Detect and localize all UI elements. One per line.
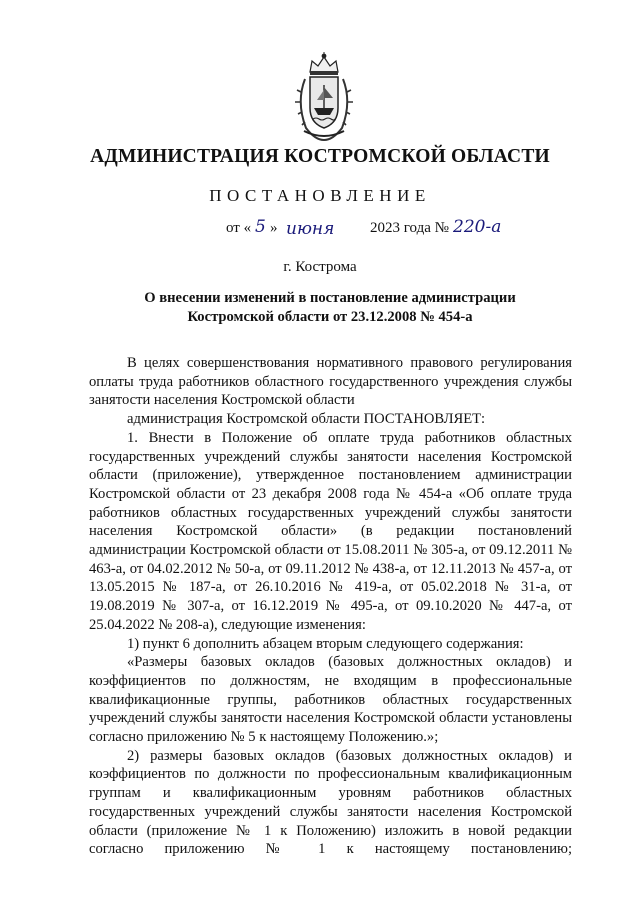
document-subject	[120, 289, 540, 327]
subject-line-1: О внесении изменений в постановление администрации	[144, 290, 516, 306]
subitem-1-paragraph: 1) пункт 6 дополнить абзацем вторым следующего содержания:	[127, 635, 524, 652]
document-type: ПОСТАНОВЛЕНИЕ	[209, 186, 431, 205]
item-1-paragraph: 1. Внести в Положение об оплате труда работников областных государственных учреждений службы занятости населения Костромской области (приложение), утвержденное постановлением администрации Костромской области от 23 декабря 2008 года № 454-а «Об оплате труда работников областных государственных учреждений службы занятости населения Костромской области» (в редакции постановлений администрации Костромской области от 15.08.2011 № 305-а, от 09.12.2011 № 463-а, от 04.02.2012 № 50-а, от 09.11.2012 № 438-а, от 12.11.2013 № 457-а, от 13.05.2015 № 187-а, от 26.10.2016 № 419-а, от 05.02.2018 № 31-а, от 19.08.2019 № 307-а, от 16.12.2019 № 495-а, от 09.10.2020 № 447-а, от 25.04.2022 № 208-а), следующие изменения:	[89, 429, 572, 633]
organization-title: АДМИНИСТРАЦИЯ КОСТРОМСКОЙ ОБЛАСТИ	[90, 146, 550, 167]
kostroma-coat-of-arms-icon	[291, 52, 357, 142]
city: г. Кострома	[283, 259, 357, 275]
handwritten-number: 220-а	[453, 217, 502, 237]
date-close-quote: »	[270, 220, 278, 236]
subitem-2-paragraph: 2) размеры базовых окладов (базовых должностных окладов) и коэффициентов по должности по профессиональным квалификационным группам и квалификационным уровням работников областных государственных учреждений службы занятости населения Костромской области (приложение № 1 к Положению) изложить в новой редакции согласно приложению № 1 к настоящему постановлению;	[89, 747, 572, 858]
handwritten-month: июня	[286, 219, 335, 239]
subject-line-2: Костромской области от 23.12.2008 № 454-а	[187, 309, 473, 325]
quoted-amendment-paragraph: «Размеры базовых окладов (базовых должностных окладов) и коэффициентов по должностям, не входящим в профессиональные квалификационные группы, работников областных государственных учреждений службы занятости населения Костромской области установлены согласно приложению № 5 к настоящему Положению.»;	[89, 654, 572, 746]
year-and-number-label: 2023 года №	[370, 220, 449, 236]
resolves-paragraph: администрация Костромской области ПОСТАНОВЛЯЕТ:	[127, 411, 486, 428]
date-number-line	[0, 217, 640, 244]
document-body	[89, 354, 572, 859]
preamble-paragraph: В целях совершенствования нормативного правового регулирования оплаты труда работников областного государственного учреждения службы занятости населения Костромской области	[89, 355, 572, 409]
handwritten-day: 5	[255, 217, 266, 237]
date-prefix: от «	[226, 220, 252, 236]
